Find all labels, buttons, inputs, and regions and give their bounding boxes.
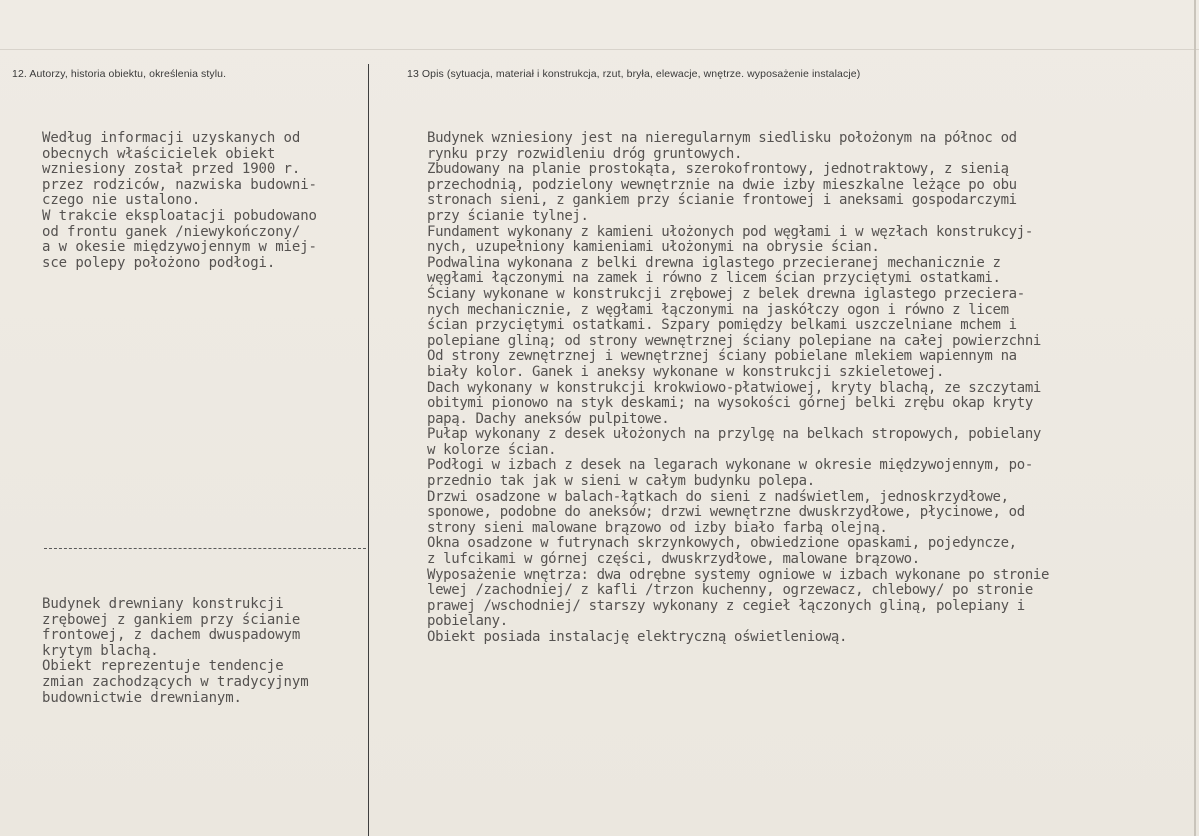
section-dashed-divider bbox=[44, 548, 366, 549]
history-line: W trakcie eksploatacji pobudowano bbox=[42, 207, 317, 224]
description-line: nych, uzupełniony kamieniami ułożonymi na obrysie ścian. bbox=[427, 239, 880, 256]
description-line: Pułap wykonany z desek ułożonych na przylgę na belkach stropowych, pobielany bbox=[427, 426, 1041, 443]
description-text bbox=[427, 131, 1049, 646]
style-line: krytym blachą. bbox=[42, 642, 159, 659]
description-line: Zbudowany na planie prostokąta, szerokofrontowy, jednotraktowy, z sienią bbox=[427, 161, 1009, 178]
description-line: strony sieni malowane brązowo od izby biało farbą olejną. bbox=[427, 519, 888, 536]
description-line: Wyposażenie wnętrza: dwa odrębne systemy ogniowe w izbach wykonane po stronie bbox=[427, 566, 1050, 583]
section-12-header: 12. Autorzy, historia obiektu, określenia stylu. bbox=[12, 68, 227, 80]
description-line: lewej /zachodniej/ z kafli /trzon kuchenny, ogrzewacz, chlebowy/ po stronie bbox=[427, 582, 1033, 599]
history-line: Według informacji uzyskanych od bbox=[42, 130, 301, 146]
style-line: Budynek drewniany konstrukcji bbox=[42, 596, 284, 612]
description-line: przy ścianie tylnej. bbox=[427, 207, 589, 224]
style-line: zrębowej z gankiem przy ścianie bbox=[42, 611, 301, 628]
sheet-edge bbox=[1194, 0, 1196, 836]
description-line: obitymi pionowo na styk deskami; na wysokości górnej belki zrębu okap kryty bbox=[427, 395, 1033, 412]
section-13-header: 13 Opis (sytuacja, materiał i konstrukcja, rzut, bryła, elewacje, wnętrze. wyposażenie instalacje) bbox=[407, 68, 861, 80]
description-line: pobielany. bbox=[427, 613, 508, 630]
history-line: sce polepy położono podłogi. bbox=[42, 254, 276, 271]
history-line: czego nie ustalono. bbox=[42, 192, 201, 209]
description-line: Okna osadzone w futrynach skrzynkowych, obwiedzione opaskami, pojedyncze, bbox=[427, 535, 1017, 552]
description-line: polepiane gliną; od strony wewnętrznej ściany polepiane na całej powierzchni bbox=[427, 332, 1041, 349]
description-line: Dach wykonany w konstrukcji krokwiowo-płatwiowej, kryty blachą, ze szczytami bbox=[427, 379, 1041, 396]
description-line: papą. Dachy aneksów pulpitowe. bbox=[427, 410, 670, 427]
style-line: zmian zachodzących w tradycyjnym bbox=[42, 673, 309, 690]
style-line: Obiekt reprezentuje tendencje bbox=[42, 658, 284, 675]
description-line: biały kolor. Ganek i aneksy wykonane w konstrukcji szkieletowej. bbox=[427, 363, 945, 380]
history-line: wzniesiony został przed 1900 r. bbox=[42, 161, 301, 178]
description-line: nych mechanicznie, z węgłami łączonymi na jaskółczy ogon i równo z licem bbox=[427, 301, 1009, 318]
description-line: Podłogi w izbach z desek na legarach wykonane w okresie międzywojennym, po- bbox=[427, 457, 1033, 474]
style-text bbox=[42, 597, 309, 706]
description-line: rynku przy rozwidleniu dróg gruntowych. bbox=[427, 145, 743, 162]
description-line: prawej /wschodniej/ starszy wykonany z cegieł łączonych gliną, polepiany i bbox=[427, 597, 1025, 614]
history-line: obecnych właścicielek obiekt bbox=[42, 145, 276, 162]
history-line: a w okesie międzywojennym w miej- bbox=[42, 239, 317, 256]
column-divider bbox=[368, 64, 369, 836]
description-line: w kolorze ścian. bbox=[427, 441, 557, 458]
history-line: od frontu ganek /niewykończony/ bbox=[42, 223, 301, 240]
description-line: Podwalina wykonana z belki drewna iglastego przecieranej mechanicznie z bbox=[427, 254, 1001, 271]
description-line: Ściany wykonane w konstrukcji zrębowej z belek drewna iglastego przeciera- bbox=[427, 285, 1025, 302]
description-line: węgłami łączonymi na zamek i równo z licem ścian przyciętymi ostatkami. bbox=[427, 270, 1001, 287]
style-line: budownictwie drewnianym. bbox=[42, 689, 242, 706]
top-fold-line bbox=[0, 49, 1199, 50]
description-line: Od strony zewnętrznej i wewnętrznej ściany pobielane mlekiem wapiennym na bbox=[427, 348, 1017, 365]
description-line: Obiekt posiada instalację elektryczną oświetleniową. bbox=[427, 629, 848, 645]
description-line: Budynek wzniesiony jest na nieregularnym siedlisku położonym na północ od bbox=[427, 130, 1017, 146]
description-line: Drzwi osadzone w balach-łątkach do sieni z nadświetlem, jednoskrzydłowe, bbox=[427, 488, 1009, 505]
description-line: stronach sieni, z gankiem przy ścianie frontowej i aneksami gospodarczymi bbox=[427, 192, 1017, 209]
style-line: frontowej, z dachem dwuspadowym bbox=[42, 627, 301, 644]
description-line: przechodnią, podzielony wewnętrznie na dwie izby mieszkalne leżące po obu bbox=[427, 176, 1017, 193]
description-line: Fundament wykonany z kamieni ułożonych pod węgłami i w węzłach konstrukcyj- bbox=[427, 223, 1033, 240]
description-line: ścian przyciętymi ostatkami. Szpary pomiędzy belkami uszczelniane mchem i bbox=[427, 317, 1017, 334]
history-line: przez rodziców, nazwiska budowni- bbox=[42, 176, 317, 193]
description-line: sponowe, podobne do aneksów; drzwi wewnętrzne dwuskrzydłowe, płycinowe, od bbox=[427, 504, 1025, 521]
description-line: przednio tak jak w sieni w całym budynku polepa. bbox=[427, 473, 815, 490]
description-line: z lufcikami w górnej części, dwuskrzydłowe, malowane brązowo. bbox=[427, 551, 920, 568]
history-text bbox=[42, 131, 317, 271]
